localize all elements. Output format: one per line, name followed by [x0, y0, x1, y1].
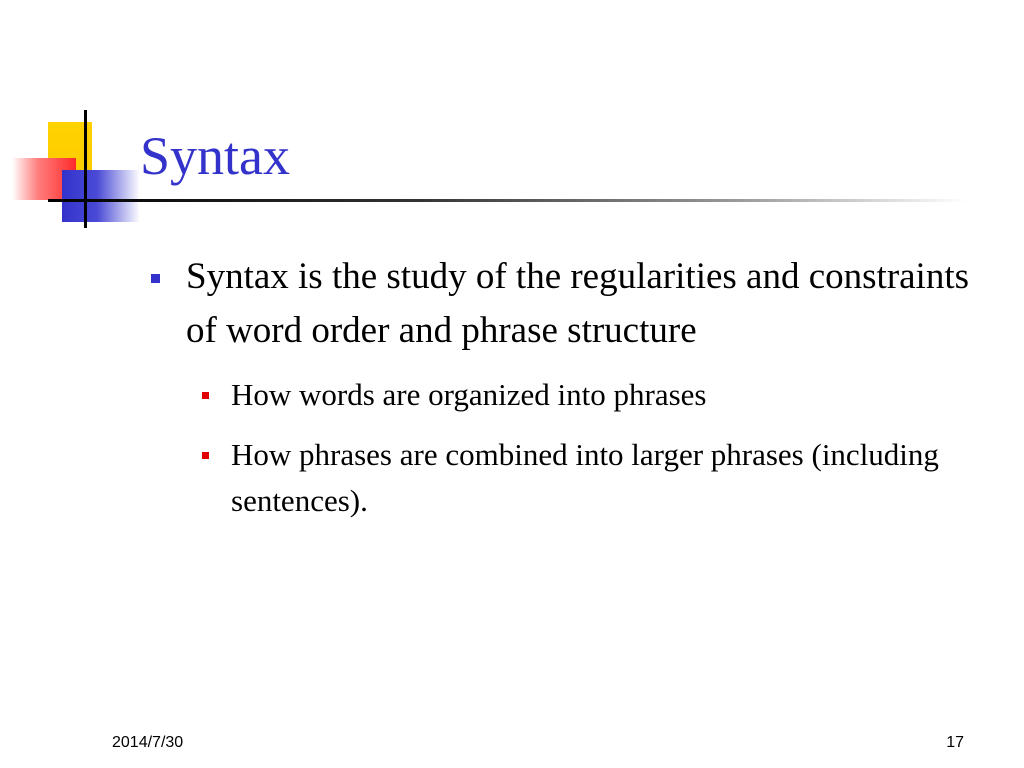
title-decoration-blue-square — [62, 170, 140, 222]
sub-bullet-list — [140, 372, 980, 524]
square-bullet-icon — [202, 452, 209, 459]
footer-date: 2014/7/30 — [112, 734, 184, 751]
title-decoration-vertical-line — [84, 110, 87, 228]
square-bullet-icon — [202, 392, 209, 399]
square-bullet-icon — [151, 274, 160, 283]
sub-bullet-text: How phrases are combined into larger phrases (including sentences). — [231, 437, 939, 518]
slide-number: 17 — [946, 734, 964, 751]
title-underline — [48, 199, 968, 202]
slide-body — [140, 250, 980, 524]
sub-bullet-item — [140, 372, 980, 418]
slide-title: Syntax — [140, 126, 291, 186]
bullet-text: Syntax is the study of the regularities and constraints of word order and phrase structure — [186, 256, 970, 351]
sub-bullet-item — [140, 432, 980, 524]
bullet-item — [140, 250, 980, 358]
sub-bullet-text: How words are organized into phrases — [231, 377, 707, 412]
